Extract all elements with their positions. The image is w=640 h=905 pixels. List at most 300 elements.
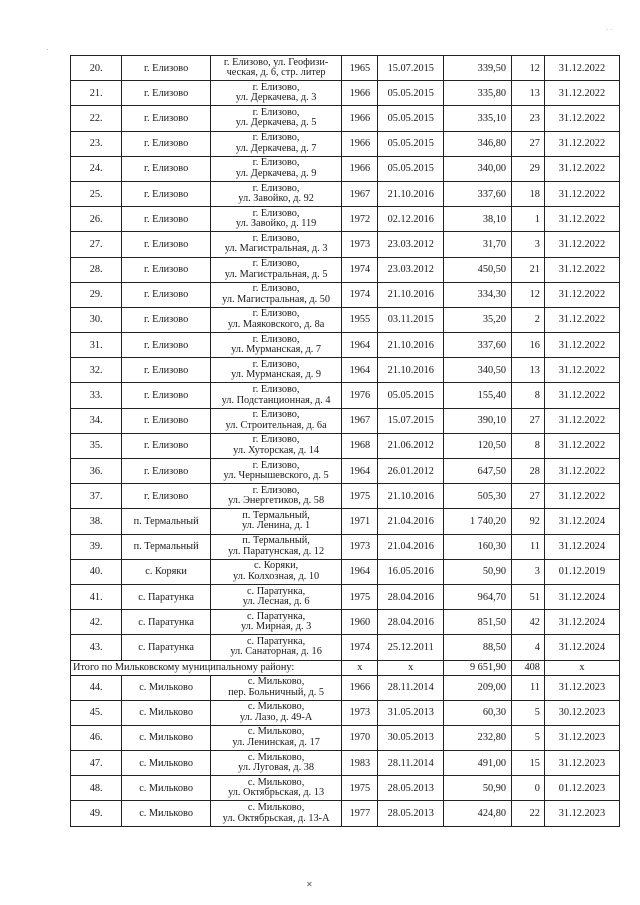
address-line: ул. Энергетиков, д. 58 bbox=[228, 495, 325, 507]
table-row bbox=[71, 751, 620, 776]
build-year-cell: 1967 bbox=[342, 181, 378, 206]
address-cell bbox=[210, 333, 342, 358]
date-cell: 05.05.2015 bbox=[378, 106, 444, 131]
address-cell bbox=[210, 534, 342, 559]
row-number-cell: 36. bbox=[71, 459, 122, 484]
count-cell: 13 bbox=[512, 358, 545, 383]
table-row bbox=[71, 408, 620, 433]
address-cell bbox=[210, 232, 342, 257]
locality-cell: г. Елизово bbox=[122, 232, 210, 257]
locality-cell: с. Коряки bbox=[122, 559, 210, 584]
row-number-cell: 24. bbox=[71, 156, 122, 181]
build-year-cell: 1964 bbox=[342, 358, 378, 383]
locality-cell: г. Елизово bbox=[122, 156, 210, 181]
build-year-cell: 1975 bbox=[342, 584, 378, 609]
count-cell: 0 bbox=[512, 776, 545, 801]
address-line: ул. Подстанционная, д. 4 bbox=[221, 394, 331, 406]
row-number-cell: 35. bbox=[71, 433, 122, 458]
locality-cell: г. Елизово bbox=[122, 383, 210, 408]
locality-cell: г. Елизово bbox=[122, 358, 210, 383]
table-row bbox=[71, 131, 620, 156]
count-cell: 1 bbox=[512, 207, 545, 232]
end-date-cell: 31.12.2024 bbox=[544, 584, 619, 609]
address-line: п. Термальный, bbox=[242, 509, 310, 521]
end-date-cell: 31.12.2022 bbox=[544, 383, 619, 408]
address-line: г. Елизово, bbox=[252, 182, 300, 194]
date-cell: 21.10.2016 bbox=[378, 181, 444, 206]
address-line: ул. Санаторная, д. 16 bbox=[230, 646, 322, 658]
end-date-cell: 31.12.2022 bbox=[544, 106, 619, 131]
count-cell: 27 bbox=[512, 408, 545, 433]
table-row bbox=[71, 433, 620, 458]
end-date-cell: 31.12.2022 bbox=[544, 181, 619, 206]
address-line: г. Елизово, bbox=[252, 384, 300, 396]
locality-cell: г. Елизово bbox=[122, 106, 210, 131]
locality-cell: г. Елизово bbox=[122, 181, 210, 206]
area-cell: 505,30 bbox=[444, 484, 512, 509]
address-line: ул. Мирная, д. 3 bbox=[240, 621, 312, 633]
address-line: ул. Ленина, д. 1 bbox=[241, 520, 311, 532]
build-year-cell: 1970 bbox=[342, 725, 378, 750]
end-date-cell: 31.12.2023 bbox=[544, 675, 619, 700]
address-line: г. Елизово, bbox=[252, 157, 300, 169]
area-cell: 60,30 bbox=[444, 700, 512, 725]
table-row bbox=[71, 156, 620, 181]
row-number-cell: 28. bbox=[71, 257, 122, 282]
address-line: ческая, д. 6, стр. литер bbox=[226, 67, 326, 79]
end-date-cell: 31.12.2024 bbox=[544, 534, 619, 559]
address-line: с. Мильково, bbox=[247, 802, 305, 814]
area-cell: 160,30 bbox=[444, 534, 512, 559]
address-line: с. Паратунка, bbox=[246, 610, 306, 622]
address-line: ул. Строительная, д. 6а bbox=[225, 419, 327, 431]
count-cell: 23 bbox=[512, 106, 545, 131]
build-year-cell: 1965 bbox=[342, 56, 378, 81]
table-row bbox=[71, 675, 620, 700]
address-line: с. Паратунка, bbox=[246, 585, 306, 597]
end-date-cell: 31.12.2022 bbox=[544, 56, 619, 81]
build-year-cell: 1974 bbox=[342, 635, 378, 660]
end-date-cell: 31.12.2023 bbox=[544, 801, 619, 826]
end-date-cell: 31.12.2022 bbox=[544, 131, 619, 156]
address-line: пер. Больничный, д. 5 bbox=[228, 686, 325, 698]
row-number-cell: 48. bbox=[71, 776, 122, 801]
date-cell: 28.05.2013 bbox=[378, 776, 444, 801]
row-number-cell: 32. bbox=[71, 358, 122, 383]
date-cell: 21.04.2016 bbox=[378, 534, 444, 559]
end-date-cell: 31.12.2023 bbox=[544, 725, 619, 750]
date-cell: 28.05.2013 bbox=[378, 801, 444, 826]
end-date-cell: 31.12.2024 bbox=[544, 635, 619, 660]
build-year-cell: 1966 bbox=[342, 106, 378, 131]
build-year-cell: 1966 bbox=[342, 81, 378, 106]
area-cell: 390,10 bbox=[444, 408, 512, 433]
end-date-cell: 31.12.2022 bbox=[544, 232, 619, 257]
locality-cell: п. Термальный bbox=[122, 534, 210, 559]
area-cell: 339,50 bbox=[444, 56, 512, 81]
table-row bbox=[71, 509, 620, 534]
count-cell: 22 bbox=[512, 801, 545, 826]
end-date-cell: 31.12.2022 bbox=[544, 484, 619, 509]
address-line: ул. Магистральная, д. 50 bbox=[222, 293, 331, 305]
build-year-cell: 1966 bbox=[342, 675, 378, 700]
table-row bbox=[71, 282, 620, 307]
table-row bbox=[71, 534, 620, 559]
row-number-cell: 33. bbox=[71, 383, 122, 408]
address-line: ул. Деркачева, д. 9 bbox=[235, 167, 317, 179]
count-cell: 92 bbox=[512, 509, 545, 534]
count-cell: 18 bbox=[512, 181, 545, 206]
address-cell bbox=[210, 358, 342, 383]
locality-cell: с. Мильково bbox=[122, 675, 210, 700]
count-cell: 12 bbox=[512, 56, 545, 81]
locality-cell: г. Елизово bbox=[122, 207, 210, 232]
end-date-cell: 31.12.2023 bbox=[544, 751, 619, 776]
address-line: ул. Деркачева, д. 7 bbox=[235, 142, 317, 154]
count-cell: 42 bbox=[512, 610, 545, 635]
table-row bbox=[71, 56, 620, 81]
area-cell: 88,50 bbox=[444, 635, 512, 660]
date-cell: 05.05.2015 bbox=[378, 156, 444, 181]
build-year-cell: 1973 bbox=[342, 700, 378, 725]
locality-cell: с. Паратунка bbox=[122, 635, 210, 660]
date-cell: 28.04.2016 bbox=[378, 610, 444, 635]
address-cell bbox=[210, 433, 342, 458]
row-number-cell: 23. bbox=[71, 131, 122, 156]
area-cell: 1 740,20 bbox=[444, 509, 512, 534]
end-date-cell: 31.12.2022 bbox=[544, 156, 619, 181]
address-line: ул. Деркачева, д. 5 bbox=[235, 117, 317, 129]
count-cell: 27 bbox=[512, 484, 545, 509]
build-year-cell: 1973 bbox=[342, 232, 378, 257]
address-cell bbox=[210, 181, 342, 206]
address-line: ул. Лесная, д. 6 bbox=[242, 596, 310, 608]
count-cell: 27 bbox=[512, 131, 545, 156]
address-line: ул. Магистральная, д. 5 bbox=[224, 268, 328, 280]
table-row bbox=[71, 459, 620, 484]
count-cell: 3 bbox=[512, 559, 545, 584]
table-row bbox=[71, 257, 620, 282]
count-cell: 4 bbox=[512, 635, 545, 660]
count-cell: 29 bbox=[512, 156, 545, 181]
date-cell: 03.11.2015 bbox=[378, 307, 444, 332]
address-cell bbox=[210, 81, 342, 106]
table-row bbox=[71, 725, 620, 750]
address-cell bbox=[210, 56, 342, 81]
address-line: ул. Завойко, д. 119 bbox=[235, 218, 317, 230]
address-line: ул. Колхозная, д. 10 bbox=[233, 570, 320, 582]
row-number-cell: 40. bbox=[71, 559, 122, 584]
address-line: г. Елизово, ул. Геофизи- bbox=[223, 56, 329, 68]
area-cell: 340,50 bbox=[444, 358, 512, 383]
table-row bbox=[71, 333, 620, 358]
address-line: ул. Маяковского, д. 8а bbox=[227, 318, 325, 330]
end-date-cell: 31.12.2022 bbox=[544, 408, 619, 433]
address-cell bbox=[210, 559, 342, 584]
table-row bbox=[71, 484, 620, 509]
locality-cell: г. Елизово bbox=[122, 257, 210, 282]
row-number-cell: 26. bbox=[71, 207, 122, 232]
row-number-cell: 47. bbox=[71, 751, 122, 776]
locality-cell: с. Мильково bbox=[122, 725, 210, 750]
end-date-cell: 30.12.2023 bbox=[544, 700, 619, 725]
date-cell: 21.04.2016 bbox=[378, 509, 444, 534]
locality-cell: с. Мильково bbox=[122, 801, 210, 826]
locality-cell: г. Елизово bbox=[122, 433, 210, 458]
total-end: х bbox=[544, 660, 619, 675]
area-cell: 35,20 bbox=[444, 307, 512, 332]
row-number-cell: 27. bbox=[71, 232, 122, 257]
address-line: г. Елизово, bbox=[252, 132, 300, 144]
locality-cell: г. Елизово bbox=[122, 81, 210, 106]
address-line: ул. Паратунская, д. 12 bbox=[228, 545, 325, 557]
date-cell: 05.05.2015 bbox=[378, 131, 444, 156]
area-cell: 964,70 bbox=[444, 584, 512, 609]
table-row bbox=[71, 232, 620, 257]
build-year-cell: 1967 bbox=[342, 408, 378, 433]
scan-mark: · bbox=[46, 46, 49, 54]
address-cell bbox=[210, 383, 342, 408]
address-line: г. Елизово, bbox=[252, 333, 300, 345]
date-cell: 26.01.2012 bbox=[378, 459, 444, 484]
build-year-cell: 1974 bbox=[342, 257, 378, 282]
locality-cell: с. Паратунка bbox=[122, 610, 210, 635]
address-cell bbox=[210, 675, 342, 700]
end-date-cell: 01.12.2023 bbox=[544, 776, 619, 801]
end-date-cell: 31.12.2022 bbox=[544, 433, 619, 458]
address-line: г. Елизово, bbox=[252, 484, 300, 496]
count-cell: 11 bbox=[512, 675, 545, 700]
date-cell: 28.04.2016 bbox=[378, 584, 444, 609]
table-row bbox=[71, 181, 620, 206]
address-cell bbox=[210, 751, 342, 776]
end-date-cell: 31.12.2022 bbox=[544, 307, 619, 332]
address-cell bbox=[210, 307, 342, 332]
count-cell: 5 bbox=[512, 700, 545, 725]
address-line: г. Елизово, bbox=[252, 232, 300, 244]
address-line: г. Елизово, bbox=[252, 106, 300, 118]
address-cell bbox=[210, 257, 342, 282]
address-line: с. Мильково, bbox=[247, 676, 305, 688]
total-count: 408 bbox=[512, 660, 545, 675]
end-date-cell: 01.12.2019 bbox=[544, 559, 619, 584]
area-cell: 424,80 bbox=[444, 801, 512, 826]
table-row bbox=[71, 584, 620, 609]
total-label: Итого по Мильковскому муниципальному району: bbox=[71, 660, 342, 675]
address-line: г. Елизово, bbox=[252, 434, 300, 446]
row-number-cell: 20. bbox=[71, 56, 122, 81]
address-line: с. Мильково, bbox=[247, 751, 305, 763]
date-cell: 15.07.2015 bbox=[378, 56, 444, 81]
end-date-cell: 31.12.2022 bbox=[544, 333, 619, 358]
address-line: ул. Луговая, д. 38 bbox=[238, 762, 315, 774]
row-number-cell: 38. bbox=[71, 509, 122, 534]
address-line: с. Мильково, bbox=[247, 701, 305, 713]
table-row bbox=[71, 776, 620, 801]
row-number-cell: 34. bbox=[71, 408, 122, 433]
area-cell: 50,90 bbox=[444, 776, 512, 801]
build-year-cell: 1977 bbox=[342, 801, 378, 826]
address-line: ул. Чернышевского, д. 5 bbox=[223, 470, 329, 482]
area-cell: 337,60 bbox=[444, 181, 512, 206]
table-row bbox=[71, 81, 620, 106]
address-cell bbox=[210, 484, 342, 509]
address-cell bbox=[210, 156, 342, 181]
build-year-cell: 1964 bbox=[342, 559, 378, 584]
area-cell: 38,10 bbox=[444, 207, 512, 232]
total-date: х bbox=[378, 660, 444, 675]
address-cell bbox=[210, 635, 342, 660]
address-line: ул. Октябрьская, д. 13-А bbox=[222, 812, 330, 824]
address-line: п. Термальный, bbox=[242, 535, 310, 547]
build-year-cell: 1972 bbox=[342, 207, 378, 232]
area-cell: 450,50 bbox=[444, 257, 512, 282]
area-cell: 334,30 bbox=[444, 282, 512, 307]
locality-cell: г. Елизово bbox=[122, 408, 210, 433]
date-cell: 21.10.2016 bbox=[378, 333, 444, 358]
address-cell bbox=[210, 610, 342, 635]
count-cell: 51 bbox=[512, 584, 545, 609]
date-cell: 28.11.2014 bbox=[378, 675, 444, 700]
address-cell bbox=[210, 584, 342, 609]
address-line: с. Коряки, bbox=[253, 560, 299, 572]
address-cell bbox=[210, 776, 342, 801]
date-cell: 28.11.2014 bbox=[378, 751, 444, 776]
build-year-cell: 1955 bbox=[342, 307, 378, 332]
row-number-cell: 44. bbox=[71, 675, 122, 700]
date-cell: 21.06.2012 bbox=[378, 433, 444, 458]
area-cell: 335,10 bbox=[444, 106, 512, 131]
table-row bbox=[71, 207, 620, 232]
area-cell: 337,60 bbox=[444, 333, 512, 358]
address-line: г. Елизово, bbox=[252, 207, 300, 219]
count-cell: 8 bbox=[512, 383, 545, 408]
address-cell bbox=[210, 725, 342, 750]
locality-cell: с. Мильково bbox=[122, 776, 210, 801]
address-line: г. Елизово, bbox=[252, 308, 300, 320]
address-line: ул. Мурманская, д. 7 bbox=[231, 344, 322, 356]
date-cell: 15.07.2015 bbox=[378, 408, 444, 433]
address-line: г. Елизово, bbox=[252, 459, 300, 471]
row-number-cell: 25. bbox=[71, 181, 122, 206]
count-cell: 8 bbox=[512, 433, 545, 458]
address-cell bbox=[210, 207, 342, 232]
table-row bbox=[71, 635, 620, 660]
row-number-cell: 39. bbox=[71, 534, 122, 559]
end-date-cell: 31.12.2022 bbox=[544, 282, 619, 307]
locality-cell: с. Мильково bbox=[122, 700, 210, 725]
table-row bbox=[71, 801, 620, 826]
build-year-cell: 1971 bbox=[342, 509, 378, 534]
address-cell bbox=[210, 131, 342, 156]
address-cell bbox=[210, 801, 342, 826]
count-cell: 3 bbox=[512, 232, 545, 257]
area-cell: 155,40 bbox=[444, 383, 512, 408]
address-line: г. Елизово, bbox=[252, 81, 300, 93]
build-year-cell: 1968 bbox=[342, 433, 378, 458]
table-row bbox=[71, 700, 620, 725]
address-line: ул. Ленинская, д. 17 bbox=[232, 736, 320, 748]
count-cell: 21 bbox=[512, 257, 545, 282]
area-cell: 491,00 bbox=[444, 751, 512, 776]
row-number-cell: 46. bbox=[71, 725, 122, 750]
total-row bbox=[71, 660, 620, 675]
area-cell: 209,00 bbox=[444, 675, 512, 700]
address-cell bbox=[210, 106, 342, 131]
end-date-cell: 31.12.2022 bbox=[544, 207, 619, 232]
end-date-cell: 31.12.2022 bbox=[544, 459, 619, 484]
address-line: с. Мильково, bbox=[247, 776, 305, 788]
table-row bbox=[71, 383, 620, 408]
date-cell: 23.03.2012 bbox=[378, 232, 444, 257]
scan-mark: ✕ bbox=[306, 880, 313, 889]
row-number-cell: 43. bbox=[71, 635, 122, 660]
address-line: ул. Октябрьская, д. 13 bbox=[228, 787, 325, 799]
locality-cell: г. Елизово bbox=[122, 307, 210, 332]
date-cell: 05.05.2015 bbox=[378, 383, 444, 408]
address-line: с. Мильково, bbox=[247, 726, 305, 738]
row-number-cell: 41. bbox=[71, 584, 122, 609]
address-line: ул. Магистральная, д. 3 bbox=[224, 243, 328, 255]
row-number-cell: 29. bbox=[71, 282, 122, 307]
build-year-cell: 1976 bbox=[342, 383, 378, 408]
count-cell: 11 bbox=[512, 534, 545, 559]
address-line: ул. Хуторская, д. 14 bbox=[233, 444, 320, 456]
address-line: ул. Мурманская, д. 9 bbox=[231, 369, 322, 381]
address-line: ул. Лазо, д. 49-А bbox=[239, 711, 313, 723]
address-cell bbox=[210, 509, 342, 534]
table-row bbox=[71, 106, 620, 131]
date-cell: 21.10.2016 bbox=[378, 282, 444, 307]
area-cell: 340,00 bbox=[444, 156, 512, 181]
address-cell bbox=[210, 700, 342, 725]
build-year-cell: 1983 bbox=[342, 751, 378, 776]
end-date-cell: 31.12.2022 bbox=[544, 358, 619, 383]
area-cell: 851,50 bbox=[444, 610, 512, 635]
date-cell: 30.05.2013 bbox=[378, 725, 444, 750]
date-cell: 05.05.2015 bbox=[378, 81, 444, 106]
build-year-cell: 1966 bbox=[342, 131, 378, 156]
locality-cell: г. Елизово bbox=[122, 333, 210, 358]
row-number-cell: 37. bbox=[71, 484, 122, 509]
locality-cell: г. Елизово bbox=[122, 282, 210, 307]
address-line: г. Елизово, bbox=[252, 258, 300, 270]
table-body bbox=[71, 56, 620, 827]
table-row bbox=[71, 358, 620, 383]
address-line: ул. Завойко, д. 92 bbox=[238, 193, 314, 205]
address-line: с. Паратунка, bbox=[246, 635, 306, 647]
address-cell bbox=[210, 459, 342, 484]
row-number-cell: 45. bbox=[71, 700, 122, 725]
address-line: г. Елизово, bbox=[252, 409, 300, 421]
build-year-cell: 1973 bbox=[342, 534, 378, 559]
count-cell: 2 bbox=[512, 307, 545, 332]
count-cell: 12 bbox=[512, 282, 545, 307]
build-year-cell: 1966 bbox=[342, 156, 378, 181]
area-cell: 232,80 bbox=[444, 725, 512, 750]
date-cell: 02.12.2016 bbox=[378, 207, 444, 232]
area-cell: 335,80 bbox=[444, 81, 512, 106]
end-date-cell: 31.12.2022 bbox=[544, 81, 619, 106]
address-line: ул. Деркачева, д. 3 bbox=[235, 92, 317, 104]
date-cell: 31.05.2013 bbox=[378, 700, 444, 725]
area-cell: 346,80 bbox=[444, 131, 512, 156]
address-cell bbox=[210, 408, 342, 433]
build-year-cell: 1964 bbox=[342, 333, 378, 358]
date-cell: 16.05.2016 bbox=[378, 559, 444, 584]
total-year: х bbox=[342, 660, 378, 675]
build-year-cell: 1964 bbox=[342, 459, 378, 484]
